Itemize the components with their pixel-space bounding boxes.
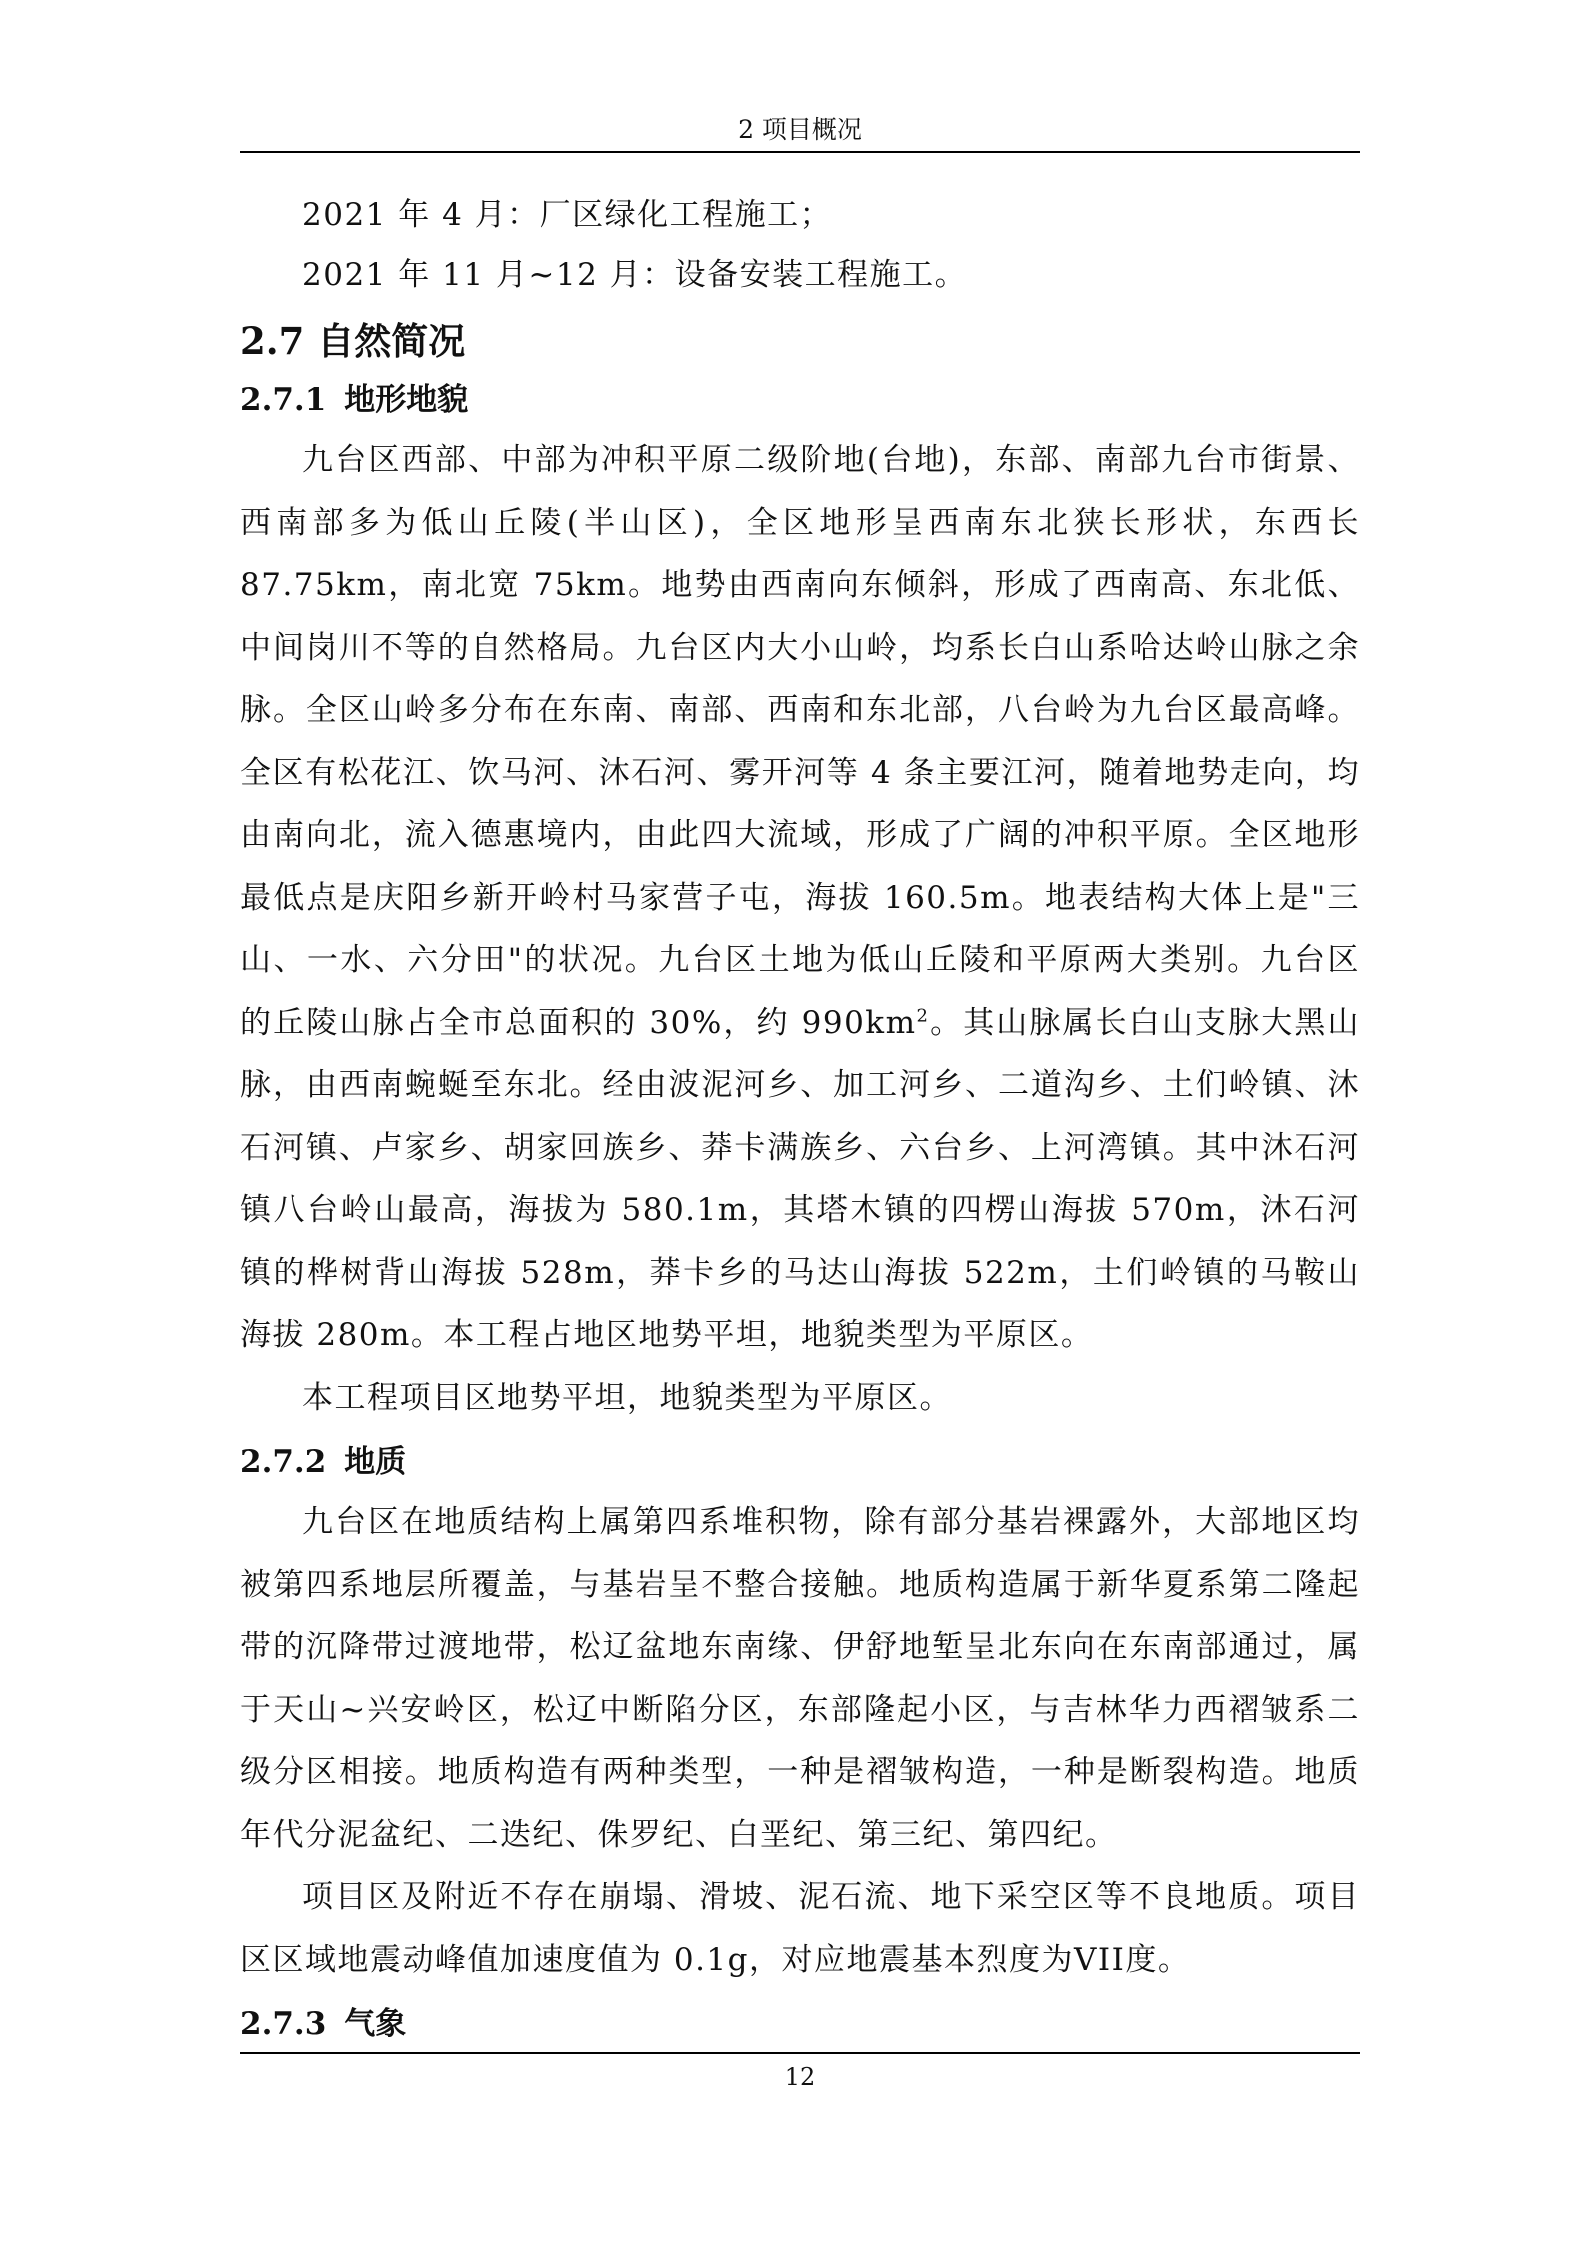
subsection-title: 地质 xyxy=(344,1444,407,1480)
running-header: 2 项目概况 xyxy=(738,115,862,144)
subsection-heading-climate xyxy=(240,1999,1360,2049)
subsection-title: 地形地貌 xyxy=(344,382,469,418)
header-rule xyxy=(240,151,1360,153)
subsection-heading-terrain xyxy=(240,375,1360,425)
schedule-item: 2021 年 11 月~12 月：设备安装工程施工。 xyxy=(302,257,968,293)
geology-hazard-paragraph: 项目区及附近不存在崩塌、滑坡、泥石流、地下采空区等不良地质。项目区区域地震动峰值加速度值为 0.1g，对应地震基本烈度为VII度。 xyxy=(240,1879,1360,1978)
subsection-number: 2.7.3 xyxy=(240,2006,327,2042)
footer-rule xyxy=(240,2052,1360,2054)
page-number: 12 xyxy=(784,2063,816,2091)
terrain-summary-paragraph: 本工程项目区地势平坦，地貌类型为平原区。 xyxy=(302,1379,952,1416)
terrain-text-part2: 。其山脉属长白山支脉大黑山脉，由西南蜿蜒至东北。经由波泥河乡、加工河乡、二道沟乡、土们岭镇、沐石河镇、卢家乡、胡家回族乡、莽卡满族乡、六台乡、上河湾镇。其中沐石河镇八台岭山最高，海拔为 580.1m，其塔木镇的四楞山海拔 570m，沐石河镇的桦树背山海拔 528m，莽卡乡的马达山海拔 522m，土们岭镇的马鞍山海拔 280m。本工程占地区地势平坦，地貌类型为平原区。 xyxy=(240,1004,1361,1353)
terrain-text-part1: 九台区西部、中部为冲积平原二级阶地(台地)，东部、南部九台市街景、西南部多为低山丘陵(半山区)，全区地形呈西南东北狭长形状，东西长 87.75km，南北宽 75km。地势由西南向东倾斜，形成了西南高、东北低、中间岗川不等的自然格局。九台区内大小山岭，均系长白山系哈达岭山脉之余脉。全区山岭多分布在东南、南部、西南和东北部，八台岭为九台区最高峰。全区有松花江、饮马河、沐石河、雾开河等 4 条主要江河，随着地势走向，均由南向北，流入德惠境内，由此四大流域，形成了广阔的冲积平原。全区地形最低点是庆阳乡新开岭村马家营子屯，海拔 160.5m。地表结构大体上是"三山、一水、六分田"的状况。九台区土地为低山丘陵和平原两大类别。九台区的丘陵山脉占全市总面积的 30%，约 990km xyxy=(240,442,1360,1041)
terrain-paragraph xyxy=(240,429,1360,1367)
subsection-number: 2.7.2 xyxy=(240,1444,327,1480)
section-heading: 2.7 自然简况 xyxy=(240,319,466,363)
superscript-two: 2 xyxy=(916,1005,930,1027)
geology-paragraph: 九台区在地质结构上属第四系堆积物，除有部分基岩裸露外，大部地区均被第四系地层所覆盖，与基岩呈不整合接触。地质构造属于新华夏系第二隆起带的沉降带过渡地带，松辽盆地东南缘、伊舒地堑呈北东向在东南部通过，属于天山~兴安岭区，松辽中断陷分区，东部隆起小区，与吉林华力西褶皱系二级分区相接。地质构造有两种类型，一种是褶皱构造，一种是断裂构造。地质年代分泥盆纪、二迭纪、侏罗纪、白垩纪、第三纪、第四纪。 xyxy=(240,1504,1360,1853)
subsection-title: 气象 xyxy=(344,2006,407,2042)
subsection-number: 2.7.1 xyxy=(240,382,327,418)
schedule-item: 2021 年 4 月：厂区绿化工程施工； xyxy=(302,197,833,233)
page-body xyxy=(240,185,1360,2053)
subsection-heading-geology xyxy=(240,1437,1360,1487)
